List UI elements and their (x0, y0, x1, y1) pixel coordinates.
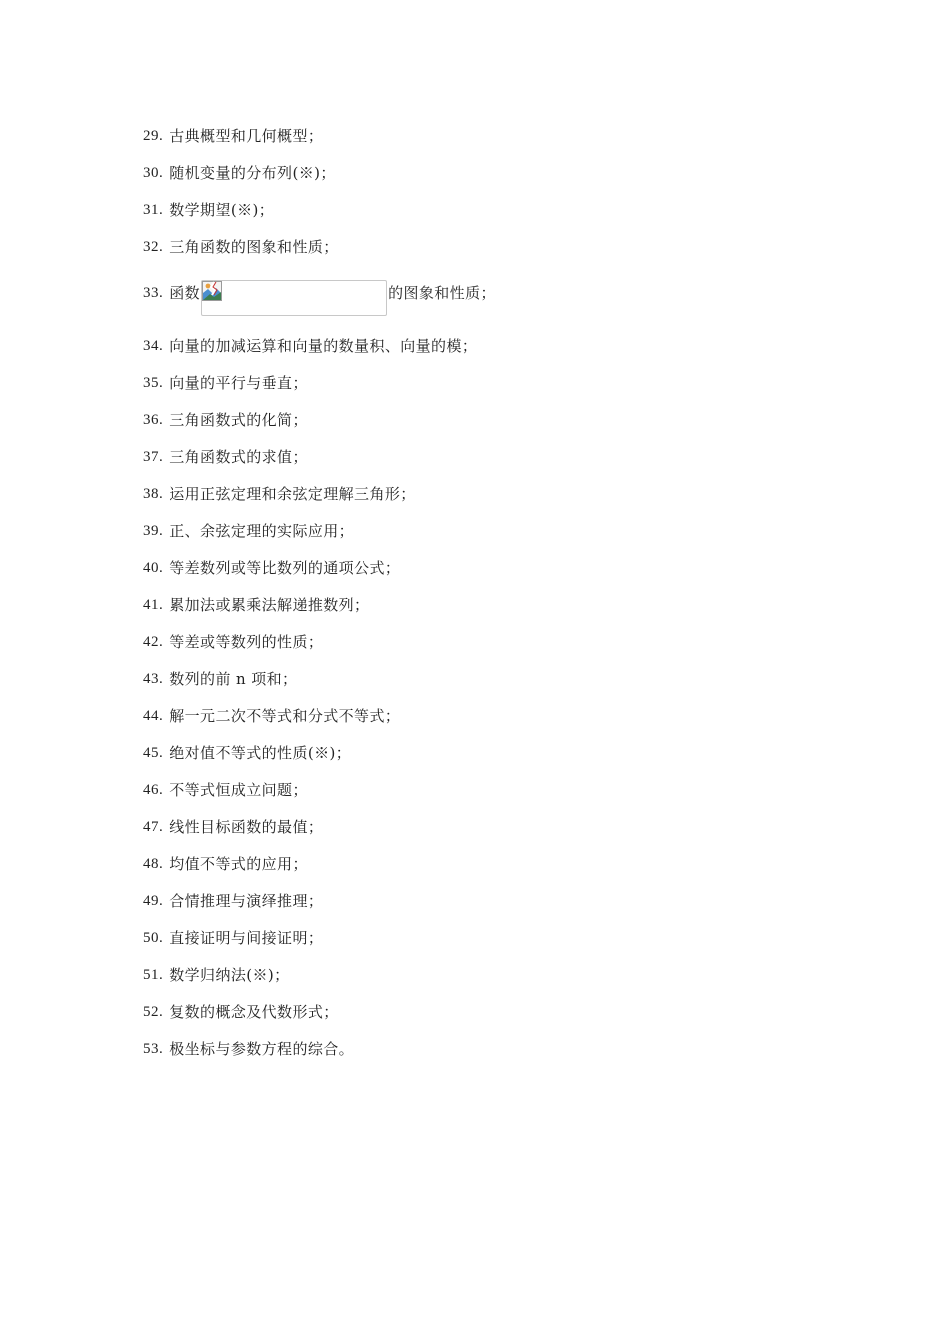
item-number: 34. (143, 338, 164, 354)
list-item (143, 852, 843, 889)
list-item (143, 124, 843, 161)
item-number: 32. (143, 239, 164, 255)
list-item (143, 1037, 843, 1074)
item-text: 极坐标与参数方程的综合。 (169, 1040, 355, 1058)
broken-image-icon (202, 281, 222, 301)
item-number: 39. (143, 523, 164, 539)
item-text: 向量的平行与垂直； (169, 374, 308, 392)
item-number: 29. (143, 128, 164, 144)
item-number: 44. (143, 708, 164, 724)
list-item (143, 371, 843, 408)
list-item (143, 445, 843, 482)
item-text: 数列的前 n 项和； (169, 670, 298, 688)
item-text: 绝对值不等式的性质(※)； (169, 744, 352, 762)
item-text: 累加法或累乘法解递推数列； (169, 596, 370, 614)
topic-list (143, 124, 843, 1074)
list-item (143, 889, 843, 926)
item-text: 三角函数式的化简； (169, 411, 308, 429)
item-text: 等差数列或等比数列的通项公式； (169, 559, 401, 577)
item-number: 33. (143, 285, 164, 301)
list-item (143, 519, 843, 556)
item-text: 数学归纳法(※)； (169, 966, 290, 984)
item-number: 48. (143, 856, 164, 872)
list-item (143, 161, 843, 198)
item-number: 49. (143, 893, 164, 909)
item-number: 41. (143, 597, 164, 613)
item-text: 复数的概念及代数形式； (169, 1003, 339, 1021)
item-number: 31. (143, 202, 164, 218)
item-number: 52. (143, 1004, 164, 1020)
item-number: 38. (143, 486, 164, 502)
item-text: 运用正弦定理和余弦定理解三角形； (169, 485, 416, 503)
list-item (143, 408, 843, 445)
list-item (143, 778, 843, 815)
list-item (143, 334, 843, 371)
item-text: 随机变量的分布列(※)； (169, 164, 336, 182)
item-number: 51. (143, 967, 164, 983)
formula-image-placeholder (201, 280, 387, 316)
item-text: 解一元二次不等式和分式不等式； (169, 707, 401, 725)
list-item (143, 482, 843, 519)
item-text-after: 的图象和性质； (388, 284, 496, 302)
item-text: 合情推理与演绎推理； (169, 892, 324, 910)
list-item (143, 593, 843, 630)
item-text: 不等式恒成立问题； (169, 781, 308, 799)
list-item (143, 704, 843, 741)
item-text: 向量的加减运算和向量的数量积、向量的模； (169, 337, 478, 355)
item-number: 42. (143, 634, 164, 650)
item-number: 35. (143, 375, 164, 391)
item-text-before: 函数 (169, 284, 201, 302)
list-item (143, 556, 843, 593)
list-item (143, 963, 843, 1000)
item-number: 37. (143, 449, 164, 465)
item-text: 等差或等数列的性质； (169, 633, 324, 651)
list-item (143, 630, 843, 667)
item-number: 47. (143, 819, 164, 835)
list-item-with-formula (143, 272, 843, 334)
item-number: 40. (143, 560, 164, 576)
item-text: 古典概型和几何概型； (169, 127, 324, 145)
list-item (143, 926, 843, 963)
item-number: 50. (143, 930, 164, 946)
list-item (143, 198, 843, 235)
item-number: 30. (143, 165, 164, 181)
item-text: 三角函数式的求值； (169, 448, 308, 466)
item-text: 三角函数的图象和性质； (169, 238, 339, 256)
list-item (143, 815, 843, 852)
item-number: 36. (143, 412, 164, 428)
list-item (143, 235, 843, 272)
list-item (143, 1000, 843, 1037)
item-text: 直接证明与间接证明； (169, 929, 324, 947)
item-number: 53. (143, 1041, 164, 1057)
item-number: 43. (143, 671, 164, 687)
item-number: 46. (143, 782, 164, 798)
item-text: 数学期望(※)； (169, 201, 275, 219)
item-number: 45. (143, 745, 164, 761)
item-text: 正、余弦定理的实际应用； (169, 522, 355, 540)
item-text: 均值不等式的应用； (169, 855, 308, 873)
list-item (143, 741, 843, 778)
list-item (143, 667, 843, 704)
item-text: 线性目标函数的最值； (169, 818, 324, 836)
